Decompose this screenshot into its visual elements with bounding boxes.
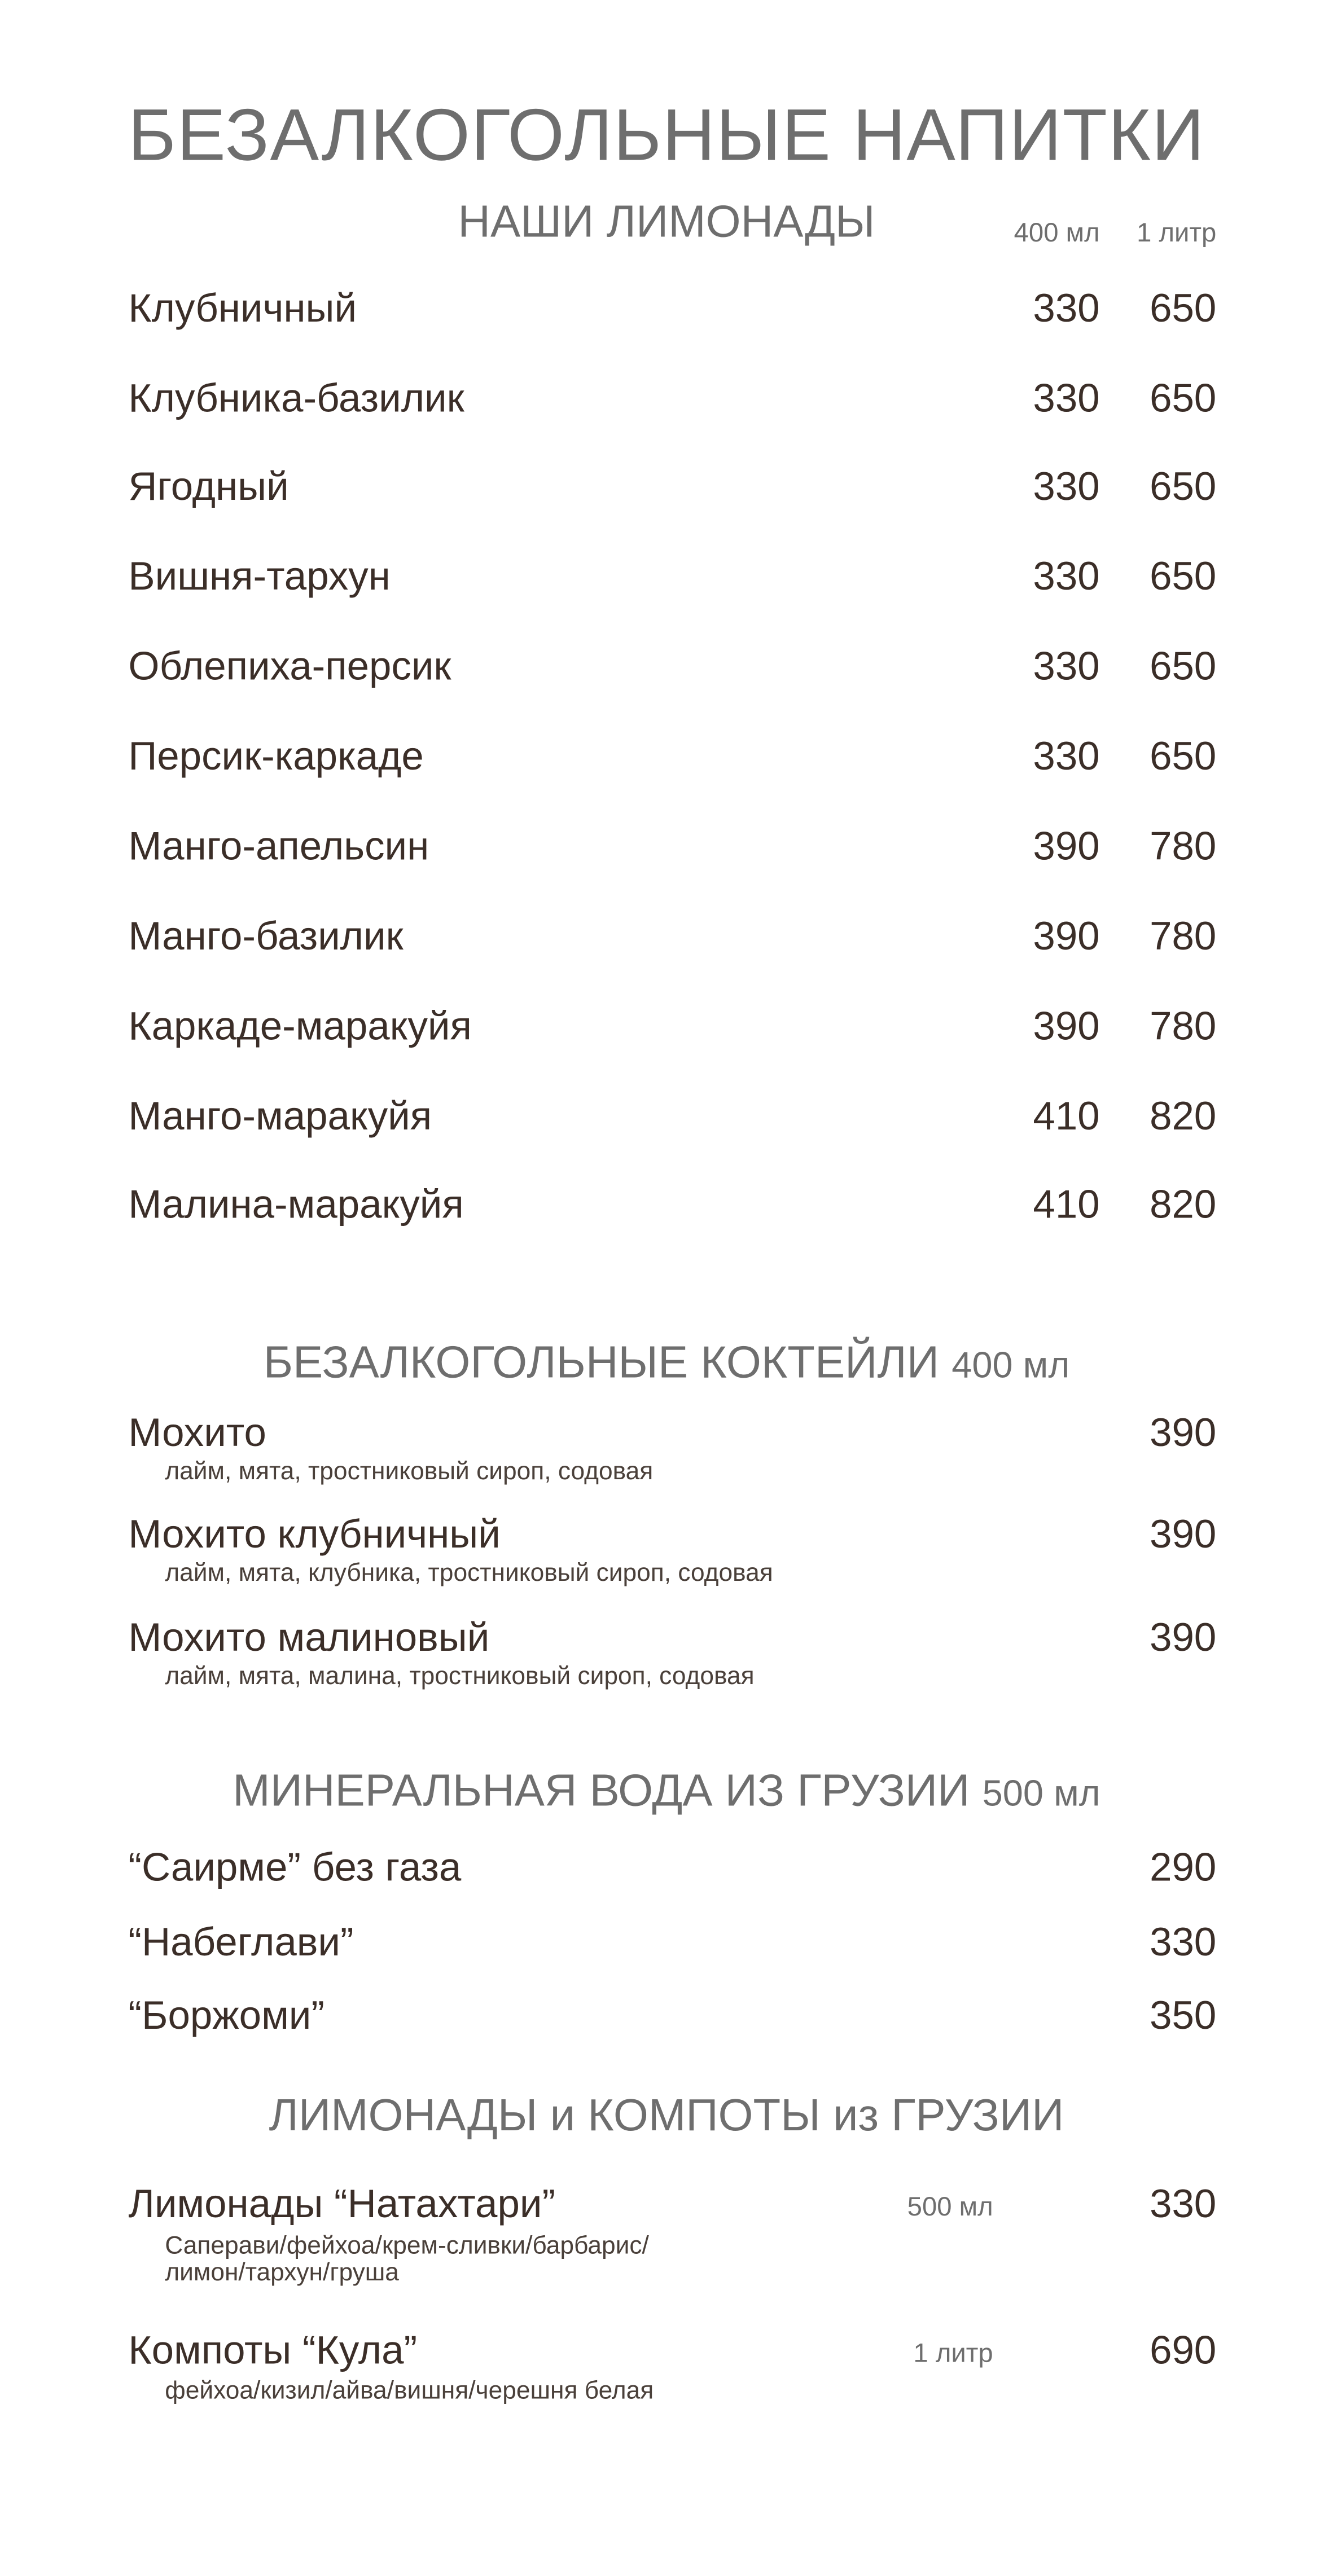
menu-item-name: Ягодный (128, 464, 289, 510)
page-title: БЕЗАЛКОГОЛЬНЫЕ НАПИТКИ (128, 95, 1205, 177)
price-400ml: 330 (1033, 464, 1100, 510)
menu-item-name: Мохито (128, 1410, 266, 1456)
cocktails-heading-text: БЕЗАЛКОГОЛЬНЫЕ КОКТЕЙЛИ (263, 1337, 940, 1388)
menu-item-name: Манго-маракуйя (128, 1094, 432, 1140)
menu-item-price: 290 (1150, 1845, 1217, 1891)
price-400ml: 410 (1033, 1094, 1100, 1140)
menu-item-name: Вишня-тархун (128, 555, 391, 600)
menu-item-name: Манго-базилик (128, 914, 404, 960)
menu-item-description: лайм, мята, клубника, тростниковый сироп, содовая (165, 1559, 773, 1588)
menu-item-price: 330 (1150, 2182, 1217, 2227)
cocktails-volume: 400 мл (951, 1344, 1070, 1386)
menu-item-price: 390 (1150, 1615, 1217, 1661)
menu-item-name: “Боржоми” (128, 1994, 325, 2039)
price-1l: 780 (1150, 914, 1217, 960)
price-1l: 820 (1150, 1094, 1217, 1140)
menu-item-description: Саперави/фейхоа/крем-сливки/барбарис/ (165, 2232, 649, 2261)
menu-item-description: лайм, мята, малина, тростниковый сироп, содовая (165, 1662, 755, 1691)
price-400ml: 330 (1033, 286, 1100, 332)
price-400ml: 410 (1033, 1183, 1100, 1228)
menu-item-name: “Саирме” без газа (128, 1845, 462, 1891)
price-400ml: 330 (1033, 644, 1100, 690)
price-1l: 650 (1150, 555, 1217, 600)
menu-item-name: Клубника-базилик (128, 376, 464, 421)
menu-item-description: лимон/тархун/груша (165, 2258, 399, 2287)
menu-item-description: фейхоа/кизил/айва/вишня/черешня белая (165, 2377, 654, 2406)
menu-item-price: 330 (1150, 1920, 1217, 1966)
menu-item-price: 390 (1150, 1410, 1217, 1456)
price-400ml: 390 (1033, 1004, 1100, 1050)
menu-item-price: 350 (1150, 1994, 1217, 2039)
menu-item-volume: 1 литр (913, 2340, 993, 2369)
price-1l: 650 (1150, 735, 1217, 780)
menu-item-name: Малина-маракуйя (128, 1183, 464, 1228)
price-1l: 820 (1150, 1183, 1217, 1228)
section-heading-georgia: ЛИМОНАДЫ и КОМПОТЫ из ГРУЗИИ (269, 2090, 1064, 2140)
menu-item-volume: 500 мл (907, 2193, 993, 2222)
price-1l: 650 (1150, 464, 1217, 510)
price-1l: 780 (1150, 1004, 1217, 1050)
menu-item-name: Облепиха-персик (128, 644, 451, 690)
column-header-1l: 1 литр (1137, 219, 1217, 248)
price-1l: 780 (1150, 824, 1217, 870)
water-volume: 500 мл (982, 1772, 1100, 1814)
water-heading-text: МИНЕРАЛЬНАЯ ВОДА ИЗ ГРУЗИИ (233, 1765, 970, 1816)
section-heading-water (0, 1765, 1333, 1816)
menu-item-name: Мохито малиновый (128, 1615, 490, 1661)
menu-item-name: Каркаде-маракуйя (128, 1004, 472, 1050)
price-400ml: 330 (1033, 555, 1100, 600)
price-1l: 650 (1150, 376, 1217, 421)
menu-item-name: “Набеглави” (128, 1920, 354, 1966)
column-header-400ml: 400 мл (1014, 219, 1100, 248)
menu-item-name: Лимонады “Натахтари” (128, 2182, 556, 2227)
price-400ml: 330 (1033, 376, 1100, 421)
menu-item-name: Мохито клубничный (128, 1512, 501, 1558)
price-400ml: 330 (1033, 735, 1100, 780)
menu-item-description: лайм, мята, тростниковый сироп, содовая (165, 1457, 654, 1486)
price-1l: 650 (1150, 644, 1217, 690)
menu-item-name: Манго-апельсин (128, 824, 429, 870)
price-400ml: 390 (1033, 914, 1100, 960)
section-heading-lemonades: НАШИ ЛИМОНАДЫ (458, 196, 875, 247)
menu-item-name: Персик-каркаде (128, 735, 424, 780)
menu-item-price: 390 (1150, 1512, 1217, 1558)
menu-item-name: Компоты “Кула” (128, 2328, 418, 2374)
menu-item-name: Клубничный (128, 286, 357, 332)
menu-item-price: 690 (1150, 2328, 1217, 2374)
section-heading-cocktails (0, 1337, 1333, 1388)
price-1l: 650 (1150, 286, 1217, 332)
price-400ml: 390 (1033, 824, 1100, 870)
